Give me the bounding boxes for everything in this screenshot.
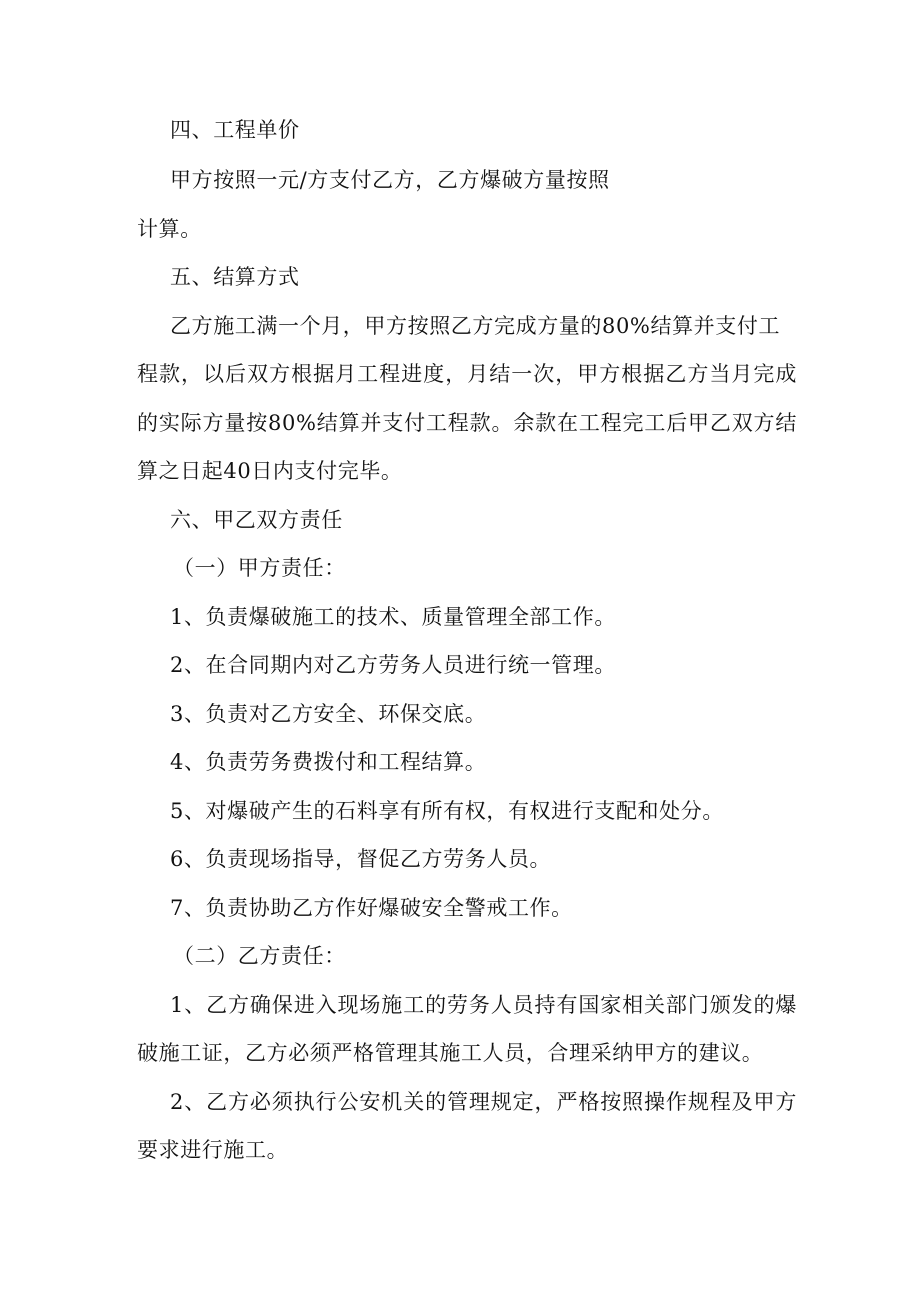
paragraph-line: 算之日起40日内支付完毕。 bbox=[137, 459, 403, 483]
paragraph-line: 要求进行施工。 bbox=[137, 1138, 289, 1162]
list-item: 1、负责爆破施工的技术、质量管理全部工作。 bbox=[170, 605, 616, 629]
paragraph-line: 程款，以后双方根据月工程进度，月结一次，甲方根据乙方当月完成 bbox=[137, 362, 797, 386]
list-item: 2、乙方必须执行公安机关的管理规定，严格按照操作规程及甲方 bbox=[170, 1090, 797, 1114]
paragraph-line: 破施工证，乙方必须严格管理其施工人员，合理采纳甲方的建议。 bbox=[137, 1041, 764, 1065]
section-heading-responsibilities: 六、甲乙双方责任 bbox=[170, 508, 343, 532]
list-item: 5、对爆破产生的石料享有所有权，有权进行支配和处分。 bbox=[170, 799, 724, 823]
paragraph-line: 甲方按照一元/方支付乙方，乙方爆破方量按照 bbox=[170, 168, 610, 192]
list-item: 6、负责现场指导，督促乙方劳务人员。 bbox=[170, 847, 552, 871]
list-item: 4、负责劳务费拨付和工程结算。 bbox=[170, 750, 487, 774]
list-item: 1、乙方确保进入现场施工的劳务人员持有国家相关部门颁发的爆 bbox=[170, 993, 797, 1017]
section-heading-settlement: 五、结算方式 bbox=[170, 265, 300, 289]
subsection-heading-party-b: （二）乙方责任： bbox=[173, 944, 346, 968]
paragraph-line: 乙方施工满一个月，甲方按照乙方完成方量的80%结算并支付工 bbox=[170, 314, 781, 338]
list-item: 7、负责协助乙方作好爆破安全警戒工作。 bbox=[170, 896, 573, 920]
list-item: 3、负责对乙方安全、环保交底。 bbox=[170, 702, 487, 726]
section-heading-unit-price: 四、工程单价 bbox=[170, 118, 300, 142]
paragraph-line: 计算。 bbox=[137, 217, 202, 241]
paragraph-line: 的实际方量按80%结算并支付工程款。余款在工程完工后甲乙双方结 bbox=[137, 411, 797, 435]
subsection-heading-party-a: （一）甲方责任： bbox=[173, 556, 346, 580]
list-item: 2、在合同期内对乙方劳务人员进行统一管理。 bbox=[170, 653, 616, 677]
